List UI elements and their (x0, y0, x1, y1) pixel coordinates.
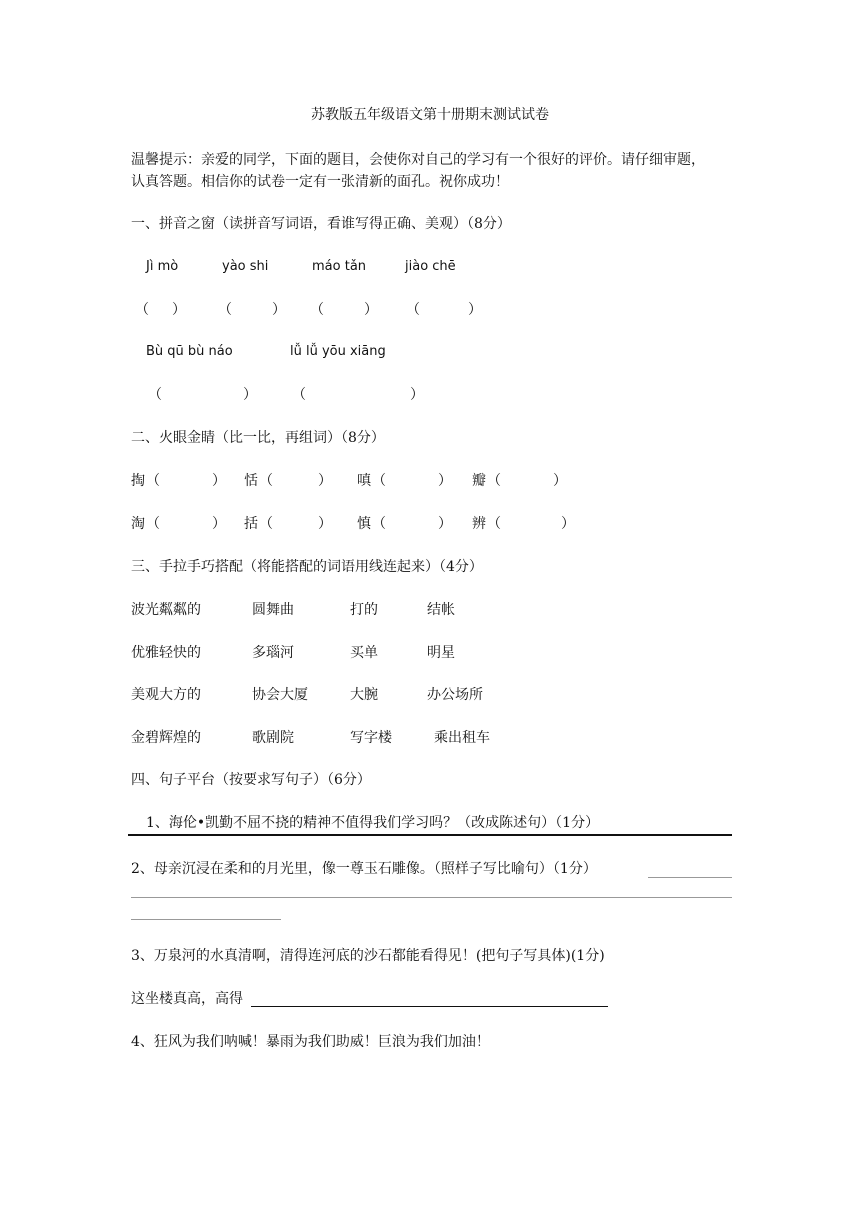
section3-heading: 三、手拉手巧搭配（将能搭配的词语用线连起来）（4分） (131, 559, 483, 575)
match-word: 金碧辉煌的 (131, 730, 201, 746)
answer-paren-open: （ (259, 516, 273, 532)
char-item: 括 (244, 516, 258, 532)
match-word: 写字楼 (350, 730, 392, 746)
answer-paren-close: ） (272, 302, 286, 318)
answer-paren-open: （ (372, 516, 386, 532)
answer-paren-open: （ (135, 302, 149, 318)
answer-paren-open: （ (148, 387, 162, 403)
question-1: 1、海伦•凯勤不屈不挠的精神不值得我们学习吗？（改成陈述句）（1分） (146, 815, 600, 831)
pinyin-item: yào shi (222, 259, 269, 274)
answer-paren-open: （ (218, 302, 232, 318)
answer-paren-close: ） (212, 473, 226, 489)
answer-paren-close: ） (553, 473, 567, 489)
section4-heading: 四、句子平台（按要求写句子）（6分） (131, 772, 371, 788)
match-word: 买单 (350, 645, 378, 661)
match-word: 结帐 (427, 602, 455, 618)
section2-heading: 二、火眼金睛（比一比，再组词）（8分） (131, 430, 385, 446)
pinyin-item: Bù qū bù náo (146, 344, 233, 359)
match-word: 大腕 (350, 687, 378, 703)
answer-paren-open: （ (406, 302, 420, 318)
match-word: 明星 (427, 645, 455, 661)
match-word: 协会大厦 (252, 687, 308, 703)
pinyin-item: máo tǎn (312, 259, 367, 274)
answer-line (251, 1006, 608, 1007)
section1-heading: 一、拼音之窗（读拼音写词语，看谁写得正确、美观）（8分） (131, 216, 511, 232)
answer-line (648, 877, 732, 878)
answer-line (131, 919, 281, 920)
answer-paren-close: ） (438, 473, 452, 489)
answer-paren-close: ） (212, 516, 226, 532)
char-item: 嗔 (357, 473, 371, 489)
answer-paren-close: ） (468, 302, 482, 318)
answer-paren-open: （ (310, 302, 324, 318)
char-item: 恬 (244, 473, 258, 489)
answer-paren-open: （ (146, 473, 160, 489)
tip-line-2: 认真答题。相信你的试卷一定有一张清新的面孔。祝你成功！ (131, 174, 509, 190)
answer-paren-open: （ (292, 387, 306, 403)
question-2: 2、母亲沉浸在柔和的月光里，像一尊玉石雕像。（照样子写比喻句）（1分） (131, 861, 597, 877)
answer-paren-close: ） (364, 302, 378, 318)
answer-paren-close: ） (410, 387, 424, 403)
page-title: 苏教版五年级语文第十册期末测试试卷 (311, 107, 549, 123)
match-word: 歌剧院 (252, 730, 294, 746)
match-word: 美观大方的 (131, 687, 201, 703)
answer-line (131, 897, 732, 898)
answer-paren-open: （ (487, 516, 501, 532)
char-item: 淘 (131, 516, 145, 532)
char-item: 掏 (131, 473, 145, 489)
pinyin-item: jiào chē (405, 259, 456, 274)
answer-paren-open: （ (146, 516, 160, 532)
match-word: 波光粼粼的 (131, 602, 201, 618)
char-item: 慎 (357, 516, 371, 532)
answer-paren-close: ） (243, 387, 257, 403)
match-word: 乘出租车 (434, 730, 490, 746)
question-4: 4、狂风为我们呐喊！暴雨为我们助威！巨浪为我们加油！ (131, 1034, 490, 1050)
pinyin-item: lǚ lǚ yōu xiāng (290, 344, 386, 359)
char-item: 瓣 (472, 473, 486, 489)
question-3: 3、万泉河的水真清啊，清得连河底的沙石都能看得见！(把句子写具体)(1分) (131, 948, 605, 964)
question-3-prompt: 这坐楼真高，高得 (131, 991, 243, 1007)
answer-paren-close: ） (318, 473, 332, 489)
answer-paren-close: ） (561, 516, 575, 532)
match-word: 优雅轻快的 (131, 645, 201, 661)
tip-line-1: 温馨提示：亲爱的同学，下面的题目，会使你对自己的学习有一个很好的评价。请仔细审题， (131, 152, 705, 168)
answer-paren-open: （ (259, 473, 273, 489)
answer-line (128, 834, 732, 836)
match-word: 办公场所 (427, 687, 483, 703)
answer-paren-close: ） (438, 516, 452, 532)
answer-paren-open: （ (372, 473, 386, 489)
match-word: 圆舞曲 (252, 602, 294, 618)
answer-paren-close: ） (172, 302, 186, 318)
answer-paren-close: ） (318, 516, 332, 532)
pinyin-item: Jì mò (146, 259, 179, 274)
match-word: 打的 (350, 602, 378, 618)
match-word: 多瑙河 (252, 645, 294, 661)
char-item: 辨 (472, 516, 486, 532)
answer-paren-open: （ (487, 473, 501, 489)
